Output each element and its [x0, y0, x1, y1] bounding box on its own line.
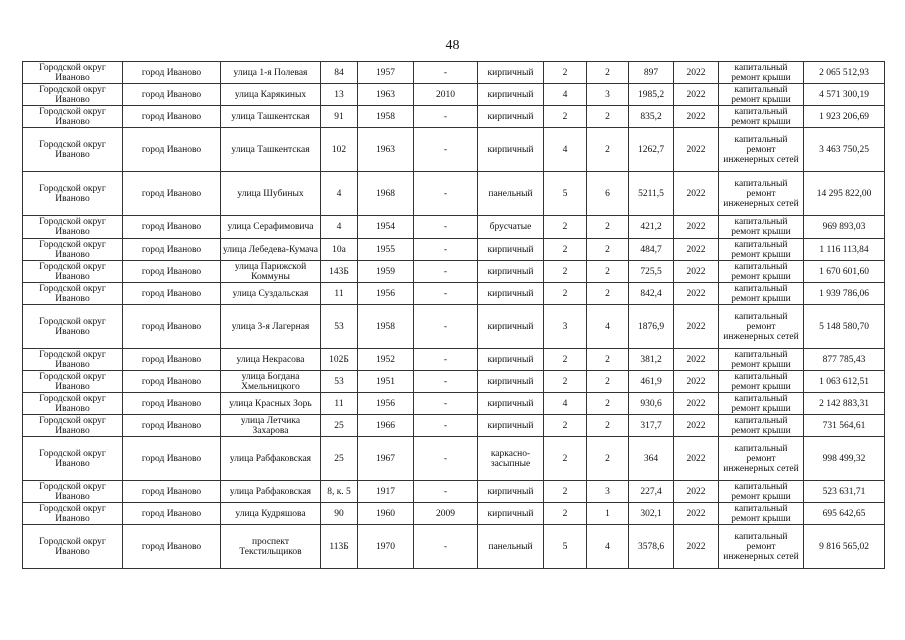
district-cell: Городской округ Иваново [23, 283, 123, 305]
cost-cell: 1 063 612,51 [804, 371, 885, 393]
wall-material-cell: кирпичный [478, 261, 544, 283]
entrances-cell: 3 [587, 481, 629, 503]
entrances-cell: 6 [587, 172, 629, 216]
table-row [23, 415, 885, 437]
plan-year-cell: 2022 [674, 349, 719, 371]
plan-year-cell: 2022 [674, 305, 719, 349]
last-repair-year-cell: - [414, 415, 478, 437]
house-number-cell: 10а [321, 239, 358, 261]
wall-material-cell: кирпичный [478, 371, 544, 393]
work-type-cell: капитальный ремонт инженерных сетей [719, 525, 804, 569]
plan-year-cell: 2022 [674, 106, 719, 128]
cost-cell: 1 670 601,60 [804, 261, 885, 283]
city-cell: город Иваново [123, 239, 221, 261]
city-cell: город Иваново [123, 62, 221, 84]
table-row [23, 106, 885, 128]
entrances-cell: 2 [587, 62, 629, 84]
street-cell: улица Рабфаковская [221, 437, 321, 481]
area-cell: 364 [629, 437, 674, 481]
city-cell: город Иваново [123, 261, 221, 283]
district-cell: Городской округ Иваново [23, 525, 123, 569]
entrances-cell: 2 [587, 239, 629, 261]
cost-cell: 2 142 883,31 [804, 393, 885, 415]
entrances-cell: 2 [587, 216, 629, 239]
entrances-cell: 2 [587, 371, 629, 393]
city-cell: город Иваново [123, 349, 221, 371]
wall-material-cell: кирпичный [478, 128, 544, 172]
house-number-cell: 11 [321, 393, 358, 415]
district-cell: Городской округ Иваново [23, 216, 123, 239]
district-cell: Городской округ Иваново [23, 371, 123, 393]
house-number-cell: 84 [321, 62, 358, 84]
wall-material-cell: кирпичный [478, 283, 544, 305]
district-cell: Городской округ Иваново [23, 305, 123, 349]
wall-material-cell: кирпичный [478, 305, 544, 349]
table-row [23, 305, 885, 349]
plan-year-cell: 2022 [674, 62, 719, 84]
year-built-cell: 1951 [358, 371, 414, 393]
year-built-cell: 1968 [358, 172, 414, 216]
floors-cell: 3 [544, 305, 587, 349]
area-cell: 1985,2 [629, 84, 674, 106]
street-cell: улица Красных Зорь [221, 393, 321, 415]
last-repair-year-cell: 2010 [414, 84, 478, 106]
district-cell: Городской округ Иваново [23, 481, 123, 503]
floors-cell: 2 [544, 481, 587, 503]
work-type-cell: капитальный ремонт крыши [719, 349, 804, 371]
district-cell: Городской округ Иваново [23, 349, 123, 371]
page-number: 48 [445, 38, 460, 53]
cost-cell: 1 923 206,69 [804, 106, 885, 128]
area-cell: 725,5 [629, 261, 674, 283]
work-type-cell: капитальный ремонт крыши [719, 261, 804, 283]
wall-material-cell: кирпичный [478, 84, 544, 106]
last-repair-year-cell: - [414, 305, 478, 349]
area-cell: 3578,6 [629, 525, 674, 569]
year-built-cell: 1956 [358, 393, 414, 415]
wall-material-cell: кирпичный [478, 106, 544, 128]
house-number-cell: 90 [321, 503, 358, 525]
wall-material-cell: панельный [478, 525, 544, 569]
plan-year-cell: 2022 [674, 525, 719, 569]
plan-year-cell: 2022 [674, 481, 719, 503]
work-type-cell: капитальный ремонт крыши [719, 393, 804, 415]
table-row [23, 261, 885, 283]
last-repair-year-cell: - [414, 62, 478, 84]
last-repair-year-cell: - [414, 393, 478, 415]
cost-cell: 9 816 565,02 [804, 525, 885, 569]
work-type-cell: капитальный ремонт крыши [719, 84, 804, 106]
entrances-cell: 2 [587, 106, 629, 128]
street-cell: улица Кудряшова [221, 503, 321, 525]
year-built-cell: 1952 [358, 349, 414, 371]
year-built-cell: 1917 [358, 481, 414, 503]
cost-cell: 731 564,61 [804, 415, 885, 437]
work-type-cell: капитальный ремонт инженерных сетей [719, 437, 804, 481]
street-cell: улица 3-я Лагерная [221, 305, 321, 349]
plan-year-cell: 2022 [674, 415, 719, 437]
plan-year-cell: 2022 [674, 172, 719, 216]
house-number-cell: 113Б [321, 525, 358, 569]
last-repair-year-cell: 2009 [414, 503, 478, 525]
area-cell: 461,9 [629, 371, 674, 393]
house-number-cell: 25 [321, 415, 358, 437]
year-built-cell: 1967 [358, 437, 414, 481]
wall-material-cell: кирпичный [478, 349, 544, 371]
city-cell: город Иваново [123, 216, 221, 239]
house-number-cell: 102 [321, 128, 358, 172]
street-cell: улица Лебедева-Кумача [221, 239, 321, 261]
district-cell: Городской округ Иваново [23, 172, 123, 216]
plan-year-cell: 2022 [674, 393, 719, 415]
district-cell: Городской округ Иваново [23, 128, 123, 172]
year-built-cell: 1959 [358, 261, 414, 283]
last-repair-year-cell: - [414, 216, 478, 239]
district-cell: Городской округ Иваново [23, 415, 123, 437]
last-repair-year-cell: - [414, 106, 478, 128]
table-row [23, 84, 885, 106]
plan-year-cell: 2022 [674, 84, 719, 106]
district-cell: Городской округ Иваново [23, 261, 123, 283]
wall-material-cell: брусчатые [478, 216, 544, 239]
table-row [23, 62, 885, 84]
area-cell: 897 [629, 62, 674, 84]
wall-material-cell: кирпичный [478, 239, 544, 261]
last-repair-year-cell: - [414, 283, 478, 305]
year-built-cell: 1955 [358, 239, 414, 261]
city-cell: город Иваново [123, 481, 221, 503]
city-cell: город Иваново [123, 172, 221, 216]
city-cell: город Иваново [123, 84, 221, 106]
city-cell: город Иваново [123, 106, 221, 128]
street-cell: улица Летчика Захарова [221, 415, 321, 437]
area-cell: 227,4 [629, 481, 674, 503]
year-built-cell: 1956 [358, 283, 414, 305]
entrances-cell: 2 [587, 349, 629, 371]
year-built-cell: 1954 [358, 216, 414, 239]
city-cell: город Иваново [123, 305, 221, 349]
floors-cell: 5 [544, 172, 587, 216]
work-type-cell: капитальный ремонт крыши [719, 371, 804, 393]
entrances-cell: 2 [587, 393, 629, 415]
work-type-cell: капитальный ремонт крыши [719, 503, 804, 525]
last-repair-year-cell: - [414, 172, 478, 216]
work-type-cell: капитальный ремонт инженерных сетей [719, 305, 804, 349]
city-cell: город Иваново [123, 128, 221, 172]
plan-year-cell: 2022 [674, 261, 719, 283]
cost-cell: 3 463 750,25 [804, 128, 885, 172]
last-repair-year-cell: - [414, 481, 478, 503]
wall-material-cell: кирпичный [478, 481, 544, 503]
work-type-cell: капитальный ремонт крыши [719, 283, 804, 305]
floors-cell: 2 [544, 371, 587, 393]
floors-cell: 5 [544, 525, 587, 569]
entrances-cell: 2 [587, 437, 629, 481]
city-cell: город Иваново [123, 503, 221, 525]
house-number-cell: 8, к. 5 [321, 481, 358, 503]
area-cell: 484,7 [629, 239, 674, 261]
table-row [23, 283, 885, 305]
house-number-cell: 4 [321, 216, 358, 239]
wall-material-cell: кирпичный [478, 415, 544, 437]
cost-cell: 4 571 300,19 [804, 84, 885, 106]
floors-cell: 2 [544, 261, 587, 283]
wall-material-cell: кирпичный [478, 393, 544, 415]
area-cell: 381,2 [629, 349, 674, 371]
street-cell: улица Серафимовича [221, 216, 321, 239]
table-row [23, 525, 885, 569]
wall-material-cell: кирпичный [478, 503, 544, 525]
area-cell: 317,7 [629, 415, 674, 437]
plan-year-cell: 2022 [674, 239, 719, 261]
year-built-cell: 1958 [358, 106, 414, 128]
floors-cell: 2 [544, 216, 587, 239]
street-cell: улица Шубиных [221, 172, 321, 216]
housing-repair-table [22, 61, 885, 569]
area-cell: 5211,5 [629, 172, 674, 216]
floors-cell: 2 [544, 503, 587, 525]
district-cell: Городской округ Иваново [23, 106, 123, 128]
cost-cell: 1 939 786,06 [804, 283, 885, 305]
work-type-cell: капитальный ремонт крыши [719, 239, 804, 261]
last-repair-year-cell: - [414, 525, 478, 569]
floors-cell: 4 [544, 84, 587, 106]
last-repair-year-cell: - [414, 437, 478, 481]
area-cell: 842,4 [629, 283, 674, 305]
floors-cell: 2 [544, 349, 587, 371]
district-cell: Городской округ Иваново [23, 393, 123, 415]
city-cell: город Иваново [123, 437, 221, 481]
plan-year-cell: 2022 [674, 437, 719, 481]
district-cell: Городской округ Иваново [23, 503, 123, 525]
last-repair-year-cell: - [414, 128, 478, 172]
area-cell: 302,1 [629, 503, 674, 525]
street-cell: улица Парижской Коммуны [221, 261, 321, 283]
work-type-cell: капитальный ремонт крыши [719, 106, 804, 128]
cost-cell: 5 148 580,70 [804, 305, 885, 349]
cost-cell: 523 631,71 [804, 481, 885, 503]
area-cell: 421,2 [629, 216, 674, 239]
area-cell: 930,6 [629, 393, 674, 415]
year-built-cell: 1970 [358, 525, 414, 569]
floors-cell: 2 [544, 437, 587, 481]
district-cell: Городской округ Иваново [23, 437, 123, 481]
entrances-cell: 4 [587, 305, 629, 349]
street-cell: улица Рабфаковская [221, 481, 321, 503]
floors-cell: 2 [544, 106, 587, 128]
house-number-cell: 53 [321, 371, 358, 393]
floors-cell: 2 [544, 283, 587, 305]
wall-material-cell: панельный [478, 172, 544, 216]
area-cell: 1876,9 [629, 305, 674, 349]
street-cell: улица Некрасова [221, 349, 321, 371]
table-row [23, 349, 885, 371]
last-repair-year-cell: - [414, 261, 478, 283]
entrances-cell: 2 [587, 261, 629, 283]
cost-cell: 998 499,32 [804, 437, 885, 481]
entrances-cell: 3 [587, 84, 629, 106]
cost-cell: 1 116 113,84 [804, 239, 885, 261]
entrances-cell: 4 [587, 525, 629, 569]
plan-year-cell: 2022 [674, 283, 719, 305]
city-cell: город Иваново [123, 525, 221, 569]
table-row [23, 128, 885, 172]
floors-cell: 2 [544, 239, 587, 261]
cost-cell: 695 642,65 [804, 503, 885, 525]
work-type-cell: капитальный ремонт крыши [719, 62, 804, 84]
house-number-cell: 102Б [321, 349, 358, 371]
district-cell: Городской округ Иваново [23, 84, 123, 106]
table-row [23, 172, 885, 216]
table-row [23, 216, 885, 239]
area-cell: 1262,7 [629, 128, 674, 172]
wall-material-cell: кирпичный [478, 62, 544, 84]
street-cell: проспект Текстильщиков [221, 525, 321, 569]
last-repair-year-cell: - [414, 239, 478, 261]
year-built-cell: 1963 [358, 84, 414, 106]
table-row [23, 481, 885, 503]
last-repair-year-cell: - [414, 349, 478, 371]
plan-year-cell: 2022 [674, 216, 719, 239]
cost-cell: 969 893,03 [804, 216, 885, 239]
table-row [23, 239, 885, 261]
entrances-cell: 1 [587, 503, 629, 525]
floors-cell: 2 [544, 415, 587, 437]
table-row [23, 503, 885, 525]
year-built-cell: 1958 [358, 305, 414, 349]
street-cell: улица Суздальская [221, 283, 321, 305]
year-built-cell: 1957 [358, 62, 414, 84]
street-cell: улица 1-я Полевая [221, 62, 321, 84]
street-cell: улица Богдана Хмельницкого [221, 371, 321, 393]
entrances-cell: 2 [587, 415, 629, 437]
work-type-cell: капитальный ремонт крыши [719, 216, 804, 239]
floors-cell: 2 [544, 62, 587, 84]
last-repair-year-cell: - [414, 371, 478, 393]
city-cell: город Иваново [123, 415, 221, 437]
cost-cell: 877 785,43 [804, 349, 885, 371]
year-built-cell: 1963 [358, 128, 414, 172]
city-cell: город Иваново [123, 393, 221, 415]
work-type-cell: капитальный ремонт инженерных сетей [719, 128, 804, 172]
area-cell: 835,2 [629, 106, 674, 128]
plan-year-cell: 2022 [674, 503, 719, 525]
plan-year-cell: 2022 [674, 128, 719, 172]
year-built-cell: 1966 [358, 415, 414, 437]
street-cell: улица Ташкентская [221, 128, 321, 172]
street-cell: улица Карякиных [221, 84, 321, 106]
year-built-cell: 1960 [358, 503, 414, 525]
city-cell: город Иваново [123, 283, 221, 305]
district-cell: Городской округ Иваново [23, 62, 123, 84]
house-number-cell: 143Б [321, 261, 358, 283]
table-row [23, 437, 885, 481]
wall-material-cell: каркасно-засыпные [478, 437, 544, 481]
cost-cell: 14 295 822,00 [804, 172, 885, 216]
street-cell: улица Ташкентская [221, 106, 321, 128]
work-type-cell: капитальный ремонт крыши [719, 415, 804, 437]
house-number-cell: 91 [321, 106, 358, 128]
house-number-cell: 25 [321, 437, 358, 481]
work-type-cell: капитальный ремонт крыши [719, 481, 804, 503]
district-cell: Городской округ Иваново [23, 239, 123, 261]
entrances-cell: 2 [587, 128, 629, 172]
house-number-cell: 4 [321, 172, 358, 216]
city-cell: город Иваново [123, 371, 221, 393]
work-type-cell: капитальный ремонт инженерных сетей [719, 172, 804, 216]
entrances-cell: 2 [587, 283, 629, 305]
house-number-cell: 53 [321, 305, 358, 349]
table-row [23, 371, 885, 393]
floors-cell: 4 [544, 393, 587, 415]
floors-cell: 4 [544, 128, 587, 172]
table-row [23, 393, 885, 415]
house-number-cell: 13 [321, 84, 358, 106]
house-number-cell: 11 [321, 283, 358, 305]
plan-year-cell: 2022 [674, 371, 719, 393]
cost-cell: 2 065 512,93 [804, 62, 885, 84]
